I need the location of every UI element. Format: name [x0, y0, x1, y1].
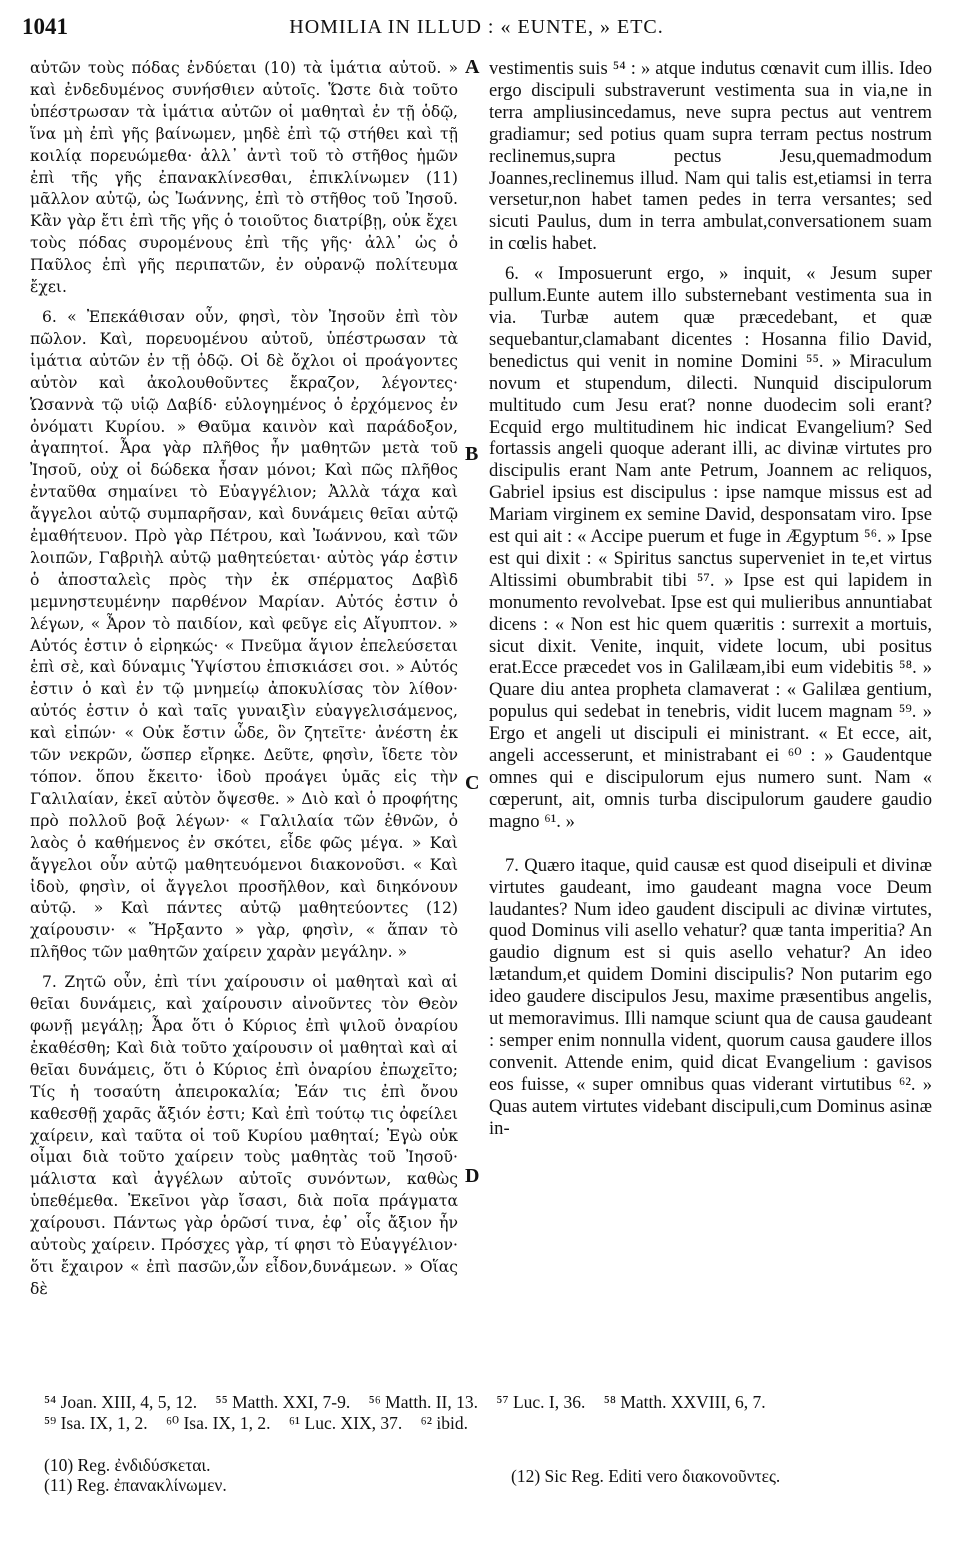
variant-note: (11) Reg. ἐπανακλίνωμεν. [44, 1475, 227, 1495]
reference: ⁶⁰ Isa. IX, 1, 2. [165, 1413, 271, 1433]
latin-paragraph: 7. Quæro itaque, quid causæ est quod diseipuli et divinæ virtutes gaudeant, imo gaudeant magna voce Deum laudantes? Num ideo gaudent discipuli ac divinæ virtutes, quod Dominus vili asello vehatur? quæ tanta imperitia? An gaudio dignum est si quis asello vehatur? An ideo lætandum,et quidem Domini discipulis? Non putarim ego ideo gaudere discipulos Jesu, maxime præsentibus angelis, ut memoravimus. Illi namque sciunt qua de causa gaudeant : semper enim nonnulla vident, quorum causa gaudere illos convenit. Attende enim, quid dicat Evangelium : gavisos eos fuisse, « super omnibus quas viderant virtutibus ⁶². » Quas autem virtutes videbant discipuli,cum Dominus asinæ in- [489, 854, 932, 1139]
running-title: HOMILIA IN ILLUD : « EUNTE, » ETC. [289, 16, 664, 38]
reference: ⁶¹ Luc. XIX, 37. [288, 1413, 403, 1433]
variant-notes-right [511, 1466, 931, 1486]
latin-paragraph: 6. « Imposuerunt ergo, » inquit, « Jesum super pullum.Eunte autem illo substernebant vestimenta sua in via. Turbæ autem quæ præcedebant, et quæ sequebantur,clamabant dicentes : Hosanna filio David, benedictus qui venit in nomine Domini ⁵⁵. » Miraculum novum et stupendum, dilecti. Nunquid discipulorum multitudo cum Jesu erat? nonne duodecim soli erant? Ecquid ergo multitudinem hic indicat Evangelium? Sed fortassis angeli quoque aderant illi, ac divinæ virtutes pro discipulis erant Nam ante Petrum, Joannem ac reliquos, Gabriel ipsius est discipulus : ipse namque missus est ad Mariam virginem ex semine David, desponsatam viro. Ipse est qui ait : « Accipe puerum et fuge in Ægyptum ⁵⁶. » Ipse est qui dixit : « Spiritus sanctus superveniet in te,et virtus Altissimi obumbrabit tibi ⁵⁷. » Ipse est qui lapidem in monumento revolvebat. Ipse est qui mulieribus annuntiabat dicens : « Non est hic quem quæritis : surrexit a mortuis, sicut dixit. Venite, inquit, videte locum, ubi positus erat.Ecce præcedet vos in Galilæam,ibi eum videbitis ⁵⁸. » Quare diu antea propheta clamaverat : « Galilæa gentium, populus qui sedebat in tenebris, vidit lucem magnam ⁵⁹. » Ergo et angeli ut discipuli ei ministrant. « Et ecce, ait, angeli accesserunt, et ministrabant ei ⁶⁰ : » Gaudentque omnes qui e discipulorum ejus numero sunt. Nam « cœperunt, ait, omnis turba discipulorum gaudere gaudio magno ⁶¹. » [489, 263, 932, 832]
reference-line [44, 1392, 934, 1413]
margin-letter-d: D [465, 1165, 480, 1187]
reference: ⁵⁴ Joan. XIII, 4, 5, 12. [44, 1392, 198, 1412]
scripture-references [44, 1392, 934, 1434]
latin-column [489, 58, 932, 1140]
variant-note: (12) Sic Reg. Editi vero διακονοῦντες. [511, 1466, 781, 1486]
greek-paragraph: 6. « Ἐπεκάθισαν οὖν, φησὶ, τὸν Ἰησοῦν ἐπὶ τὸν πῶλον. Καὶ, πορευομένου αὐτοῦ, ὑπέστρωσαν τὰ ἱμάτια αὐτῶν ἐν τῇ ὁδῷ. Οἱ δὲ ὄχλοι οἱ προάγοντες αὐτὸν καὶ ἀκολουθοῦντες ἔκραζον, λέγοντες· Ὡσαννὰ τῷ υἱῷ Δαβίδ· εὐλογημένος ὁ ἐρχόμενος ἐν ὀνόματι Κυρίου. » Θαῦμα καινὸν καὶ παράδοξον, ἀγαπητοί. Ἆρα γὰρ πλῆθος ἦν μαθητῶν μετὰ τοῦ Ἰησοῦ, οὐχ οἱ δώδεκα ἦσαν μόνοι; Καὶ πῶς πλῆθος ἐνταῦθα σημαίνει τὸ Εὐαγγέλιον; Ἀλλὰ τάχα καὶ ἄγγελοι αὐτῷ συμπαρῆσαν, καὶ δυνάμεις θεῖαι αὐτῷ ἐμαθήτευον. Πρὸ γὰρ Πέτρου, καὶ Ἰωάννου, καὶ τῶν λοιπῶν, Γαβριὴλ αὐτῷ μαθητεύεται· αὐτὸς γάρ ἐστιν ὁ ἀποσταλεὶς πρὸς τὴν ἐκ σπέρματος Δαβὶδ μεμνηστευμένην παρθένον Μαρίαν. Αὐτός ἐστιν ὁ λέγων, « Ἆρον τὸ παιδίον, καὶ φεῦγε εἰς Αἴγυπτον. » Αὐτός ἐστιν ὁ εἰρηκώς· « Πνεῦμα ἅγιον ἐπελεύσεται ἐπὶ σὲ, καὶ δύναμις Ὑψίστου ἐπισκιάσει σοι. » Αὐτός ἐστιν ὁ καὶ ἐν τῷ μνημείῳ ἀποκυλίσας τὸν λίθον· αὐτός ἐστιν ὁ καὶ ταῖς γυναιξὶν εὐαγγελισάμενος, καὶ εἰπών· « Οὐκ ἔστιν ὧδε, ὃν ζητεῖτε· ἀνέστη ἐκ τῶν νεκρῶν, ὥσπερ εἴρηκε. Δεῦτε, φησὶν, ἴδετε τὸν τόπον. ὅπου ἔκειτο· ἰδοὺ προάγει ὑμᾶς εἰς τὴν Γαλιλαίαν, ἐκεῖ αὐτὸν ὄψεσθε. » Διὸ καὶ ὁ προφήτης πρὸ πολλοῦ βοᾷ λέγων· « Γαλιλαία τῶν ἐθνῶν, ὁ λαὸς ὁ καθήμενος ἐν σκότει, εἶδε φῶς μέγα. » Καὶ ἄγγελοι οὖν αὐτῷ μαθητευόμενοι διακονοῦσι. « Καὶ ἰδοὺ, φησὶν, οἱ ἄγγελοι προσῆλθον, καὶ διηκόνουν αὐτῷ. » Καὶ πάντες αὐτῷ μαθητεύοντες (12) χαίρουσιν· « Ἤρξαντο » γὰρ, φησὶν, « ἅπαν τὸ πλῆθος τῶν μαθητῶν χαίρειν χαρὰν μεγάλην. » [30, 307, 458, 962]
variant-notes-left [44, 1455, 484, 1495]
reference: ⁵⁷ Luc. I, 36. [496, 1392, 586, 1412]
reference: ⁵⁵ Matth. XXI, 7-9. [215, 1392, 351, 1412]
reference: ⁵⁸ Matth. XXVIII, 6, 7. [603, 1392, 766, 1412]
margin-letter-a: A [465, 56, 480, 78]
reference: ⁵⁹ Isa. IX, 1, 2. [44, 1413, 148, 1433]
margin-letter-b: B [465, 443, 479, 465]
greek-column [30, 58, 458, 1301]
reference: ⁵⁶ Matth. II, 13. [368, 1392, 479, 1412]
greek-paragraph: αὐτῶν τοὺς πόδας ἐνδύεται (10) τὰ ἱμάτια αὐτοῦ. » καὶ ἐνδεδυμένος συνήσθιεν αὐτοῖς. Ὥστε διὰ τοῦτο ὑπέστρωσαν τὰ ἱμάτια αὐτῶν οἱ μαθηταὶ ἐν τῇ ὁδῷ, ἵνα μὴ ἐπὶ γῆς βαίνωμεν, μηδὲ ἐπὶ τῷ στήθει καὶ τῇ κοιλίᾳ πορευώμεθα· ἀλλ᾿ ἀντὶ τοῦ τὸ στῆθος ἡμῶν ἐπὶ τῆς γῆς ἐπανακλίνεσθαι, ἐπικλίνωμεν (11) μᾶλλον αὐτῷ, ὡς Ἰωάννης, ἐπὶ τὸ στῆθος τοῦ Ἰησοῦ. Κἂν γὰρ ἔτι ἐπὶ τῆς γῆς ὁ τοιοῦτος διατρίβῃ, οὐκ ἔχει τοὺς πόδας συρομένους ἐπὶ τῆς γῆς· ἀλλ᾿ ὡς ὁ Παῦλος ἐπὶ γῆς περιπατῶν, ἐν οὐρανῷ πολίτευμα ἔχει. [30, 59, 458, 297]
page-header [22, 14, 931, 42]
reference-line [44, 1413, 934, 1434]
margin-letter-c: C [465, 772, 480, 794]
greek-paragraph: 7. Ζητῶ οὖν, ἐπὶ τίνι χαίρουσιν οἱ μαθηταὶ καὶ αἱ θεῖαι δυνάμεις, καὶ χαίρουσιν αἰνοῦντες τὸν Θεὸν φωνῇ μεγάλῃ; Ἆρα ὅτι ὁ Κύριος ἐπὶ ψιλοῦ ὀναρίου ἐκαθέσθη; Καὶ διὰ τοῦτο χαίρουσιν οἱ μαθηταὶ καὶ αἱ θεῖαι δυνάμεις, ὅτι ὁ Κύριος ἐπὶ ὀναρίου ἐπωχεῖτο; Τίς ἡ τοσαύτη ἀπειροκαλία; Ἐάν τις ἐπὶ ὄνου καθεσθῇ χαρᾶς ἄξιόν ἐστι; Καὶ ἐπὶ τούτῳ τις ὀφείλει χαίρειν, καὶ ταῦτα οἱ τοῦ Κυρίου μαθηταί; Ἐγὼ οὐκ οἶμαι διὰ τοῦτο χαίρειν τοὺς μαθητὰς τοῦ Ἰησοῦ· μάλιστα καὶ ἀγγέλων αὐτοῖς συνόντων, καθὼς ὑπεθέμεθα. Ἐκεῖνοι γὰρ ἴσασι, διὰ ποῖα πράγματα χαίρουσι. Πάντως γὰρ ὁρῶσί τινα, ἐφ᾿ οἷς ἄξιον ἦν αὐτοὺς χαίρειν. Πρόσχες γὰρ, τί φησι τὸ Εὐαγγέλιον· ὅτι ἔχαιρον « ἐπὶ πασῶν,ὧν εἶδον,δυνάμεων. » Οἵας δὲ [30, 973, 458, 1298]
latin-paragraph: vestimentis suis ⁵⁴ : » atque indutus cœnavit cum illis. Ideo ergo discipuli substraverunt vestimenta sua in via,ne in terra ampliusincedamus, neve supra pectus aut ventrem gradiamur; sed potius quam supra terram pectus nostrum reclinemus,supra pectus Jesu,quemadmodum Joannes,reclinemus illud. Nam qui talis est,etiamsi in terra versetur,non habet tamen pedes in terra versantes; sed sicuti Paulus, dum in terra ambulat,conversationem suam in cœlis habet. [489, 58, 932, 255]
variant-note: (10) Reg. ἐνδιδύσκεται. [44, 1455, 211, 1475]
page-number: 1041 [22, 14, 68, 39]
reference: ⁶² ibid. [420, 1413, 468, 1433]
